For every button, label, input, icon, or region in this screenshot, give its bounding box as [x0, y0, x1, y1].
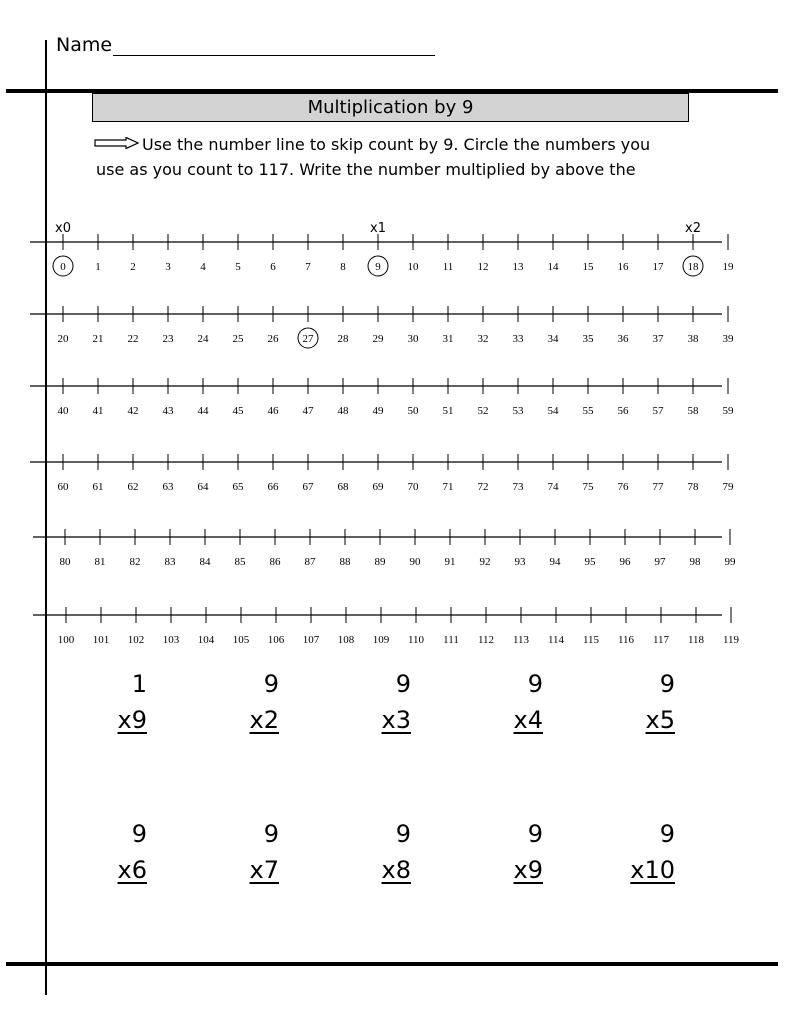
tick-label: 79: [722, 481, 734, 493]
tick-label: 86: [269, 556, 281, 568]
tick-label: 111: [443, 634, 459, 646]
worksheet-title: Multiplication by 9: [92, 93, 689, 122]
tick-label: 117: [652, 634, 670, 646]
tick-label: 91: [444, 556, 456, 568]
tick-label: 20: [57, 333, 69, 345]
multiplication-problem: [473, 820, 543, 884]
tick-label: 72: [477, 481, 489, 493]
multiplicand: 9: [263, 820, 279, 848]
tick-label: 70: [407, 481, 419, 493]
tick-label: 38: [687, 333, 699, 345]
tick-label: 40: [57, 405, 69, 417]
tick-label: 54: [547, 405, 559, 417]
tick-label: 46: [267, 405, 279, 417]
tick-label: 108: [337, 634, 355, 646]
tick-label: 33: [512, 333, 524, 345]
tick-label: 51: [442, 405, 454, 417]
number-line: [33, 529, 736, 568]
tick-label: 92: [479, 556, 491, 568]
tick-label: 95: [584, 556, 596, 568]
tick-label: 27: [302, 333, 314, 345]
tick-label: 90: [409, 556, 421, 568]
tick-label: 16: [617, 261, 629, 273]
tick-label: 64: [197, 481, 209, 493]
tick-label: 2: [130, 261, 136, 273]
multiplicand: 1: [131, 670, 147, 698]
bottom-horizontal-rule: [6, 962, 778, 966]
tick-label: 13: [512, 261, 524, 273]
multiplication-problem: [605, 670, 675, 734]
tick-label: 87: [304, 556, 316, 568]
tick-label: 98: [689, 556, 701, 568]
tick-label: 44: [197, 405, 209, 417]
tick-label: 76: [617, 481, 629, 493]
multiplier: x6: [117, 856, 147, 884]
tick-label: 116: [617, 634, 635, 646]
tick-label: 62: [127, 481, 139, 493]
multiplier-label: x1: [370, 221, 386, 236]
tick-label: 89: [374, 556, 386, 568]
tick-label: 83: [164, 556, 176, 568]
tick-label: 60: [57, 481, 69, 493]
number-line: [30, 378, 734, 417]
tick-label: 112: [477, 634, 495, 646]
tick-label: 85: [234, 556, 246, 568]
tick-label: 49: [372, 405, 384, 417]
tick-label: 22: [127, 333, 139, 345]
multiplier-label: x0: [55, 221, 71, 236]
multiplier: x4: [513, 706, 543, 734]
multiplier: x10: [630, 856, 675, 884]
tick-label: 15: [582, 261, 594, 273]
tick-label: 35: [582, 333, 594, 345]
tick-label: 12: [477, 261, 489, 273]
tick-label: 4: [200, 261, 206, 273]
tick-label: 74: [547, 481, 559, 493]
tick-label: 82: [129, 556, 141, 568]
tick-label: 56: [617, 405, 629, 417]
tick-label: 8: [340, 261, 346, 273]
tick-label: 118: [687, 634, 705, 646]
tick-label: 105: [232, 634, 250, 646]
multiplicand: 9: [263, 670, 279, 698]
tick-label: 28: [337, 333, 349, 345]
tick-label: 61: [92, 481, 104, 493]
tick-label: 59: [722, 405, 734, 417]
tick-label: 24: [197, 333, 209, 345]
tick-label: 110: [407, 634, 425, 646]
tick-label: 71: [442, 481, 454, 493]
multiplicand: 9: [395, 820, 411, 848]
multiplication-problem: [77, 820, 147, 884]
tick-label: 104: [197, 634, 215, 646]
multiplication-problem: [605, 820, 675, 884]
tick-label: 99: [724, 556, 736, 568]
tick-label: 73: [512, 481, 524, 493]
instruction-line-1: Use the number line to skip count by 9. Circle the numbers you: [142, 135, 651, 154]
tick-label: 29: [372, 333, 384, 345]
tick-label: 48: [337, 405, 349, 417]
tick-label: 55: [582, 405, 594, 417]
tick-label: 26: [267, 333, 279, 345]
tick-label: 21: [92, 333, 104, 345]
multiplier: x9: [513, 856, 543, 884]
multiplication-problem: [473, 670, 543, 734]
tick-label: 119: [722, 634, 740, 646]
multiplicand: 9: [659, 670, 675, 698]
multiplication-problem: [341, 820, 411, 884]
tick-label: 77: [652, 481, 664, 493]
tick-label: 41: [92, 405, 104, 417]
multiplicand: 9: [527, 820, 543, 848]
tick-label: 75: [582, 481, 594, 493]
tick-label: 3: [165, 261, 171, 273]
tick-label: 57: [652, 405, 664, 417]
tick-label: 32: [477, 333, 489, 345]
tick-label: 88: [339, 556, 351, 568]
tick-label: 19: [722, 261, 734, 273]
multiplication-problem: [341, 670, 411, 734]
tick-label: 81: [94, 556, 106, 568]
number-line: [30, 454, 734, 493]
tick-label: 97: [654, 556, 666, 568]
multiplication-problem: [209, 670, 279, 734]
tick-label: 7: [305, 261, 311, 273]
tick-label: 25: [232, 333, 244, 345]
tick-label: 102: [127, 634, 145, 646]
tick-label: 65: [232, 481, 244, 493]
tick-label: 31: [442, 333, 454, 345]
tick-label: 11: [442, 261, 454, 273]
tick-label: 30: [407, 333, 419, 345]
tick-label: 67: [302, 481, 314, 493]
multiplier: x5: [645, 706, 675, 734]
multiplier: x3: [381, 706, 411, 734]
multiplicand: 9: [659, 820, 675, 848]
tick-label: 96: [619, 556, 631, 568]
tick-label: 37: [652, 333, 664, 345]
tick-label: 94: [549, 556, 561, 568]
tick-label: 0: [60, 261, 66, 273]
tick-label: 66: [267, 481, 279, 493]
number-line: [30, 221, 734, 276]
tick-label: 106: [267, 634, 285, 646]
tick-label: 53: [512, 405, 524, 417]
tick-label: 101: [92, 634, 110, 646]
multiplier: x2: [249, 706, 279, 734]
number-line: [33, 607, 740, 646]
multiplier: x8: [381, 856, 411, 884]
tick-label: 34: [547, 333, 559, 345]
tick-label: 68: [337, 481, 349, 493]
multiplier-label: x2: [685, 221, 701, 236]
multiplicand: 9: [131, 820, 147, 848]
tick-label: 115: [582, 634, 600, 646]
name-label: Name: [56, 34, 113, 56]
multiplicand: 9: [395, 670, 411, 698]
tick-label: 58: [687, 405, 699, 417]
tick-label: 6: [270, 261, 276, 273]
tick-label: 103: [162, 634, 180, 646]
multiplier: x9: [117, 706, 147, 734]
tick-label: 5: [235, 261, 241, 273]
tick-label: 10: [407, 261, 419, 273]
tick-label: 63: [162, 481, 174, 493]
tick-label: 100: [57, 634, 75, 646]
tick-label: 42: [127, 405, 139, 417]
tick-label: 78: [687, 481, 699, 493]
tick-label: 39: [722, 333, 734, 345]
multiplicand: 9: [527, 670, 543, 698]
tick-label: 14: [547, 261, 559, 273]
tick-label: 50: [407, 405, 419, 417]
tick-label: 93: [514, 556, 526, 568]
tick-label: 107: [302, 634, 320, 646]
tick-label: 52: [477, 405, 489, 417]
tick-label: 36: [617, 333, 629, 345]
tick-label: 45: [232, 405, 244, 417]
multiplication-problem: [209, 820, 279, 884]
tick-label: 84: [199, 556, 211, 568]
instruction-line-2: use as you count to 117. Write the number multiplied by above the: [96, 160, 636, 179]
tick-label: 17: [652, 261, 664, 273]
tick-label: 80: [59, 556, 71, 568]
tick-label: 109: [372, 634, 390, 646]
tick-label: 18: [687, 261, 699, 273]
tick-label: 69: [372, 481, 384, 493]
multiplier: x7: [249, 856, 279, 884]
tick-label: 23: [162, 333, 174, 345]
tick-label: 9: [375, 261, 381, 273]
tick-label: 43: [162, 405, 174, 417]
number-line: [30, 306, 734, 348]
tick-label: 114: [547, 634, 565, 646]
tick-label: 1: [95, 261, 101, 273]
tick-label: 113: [512, 634, 530, 646]
tick-label: 47: [302, 405, 314, 417]
multiplication-problem: [77, 670, 147, 734]
